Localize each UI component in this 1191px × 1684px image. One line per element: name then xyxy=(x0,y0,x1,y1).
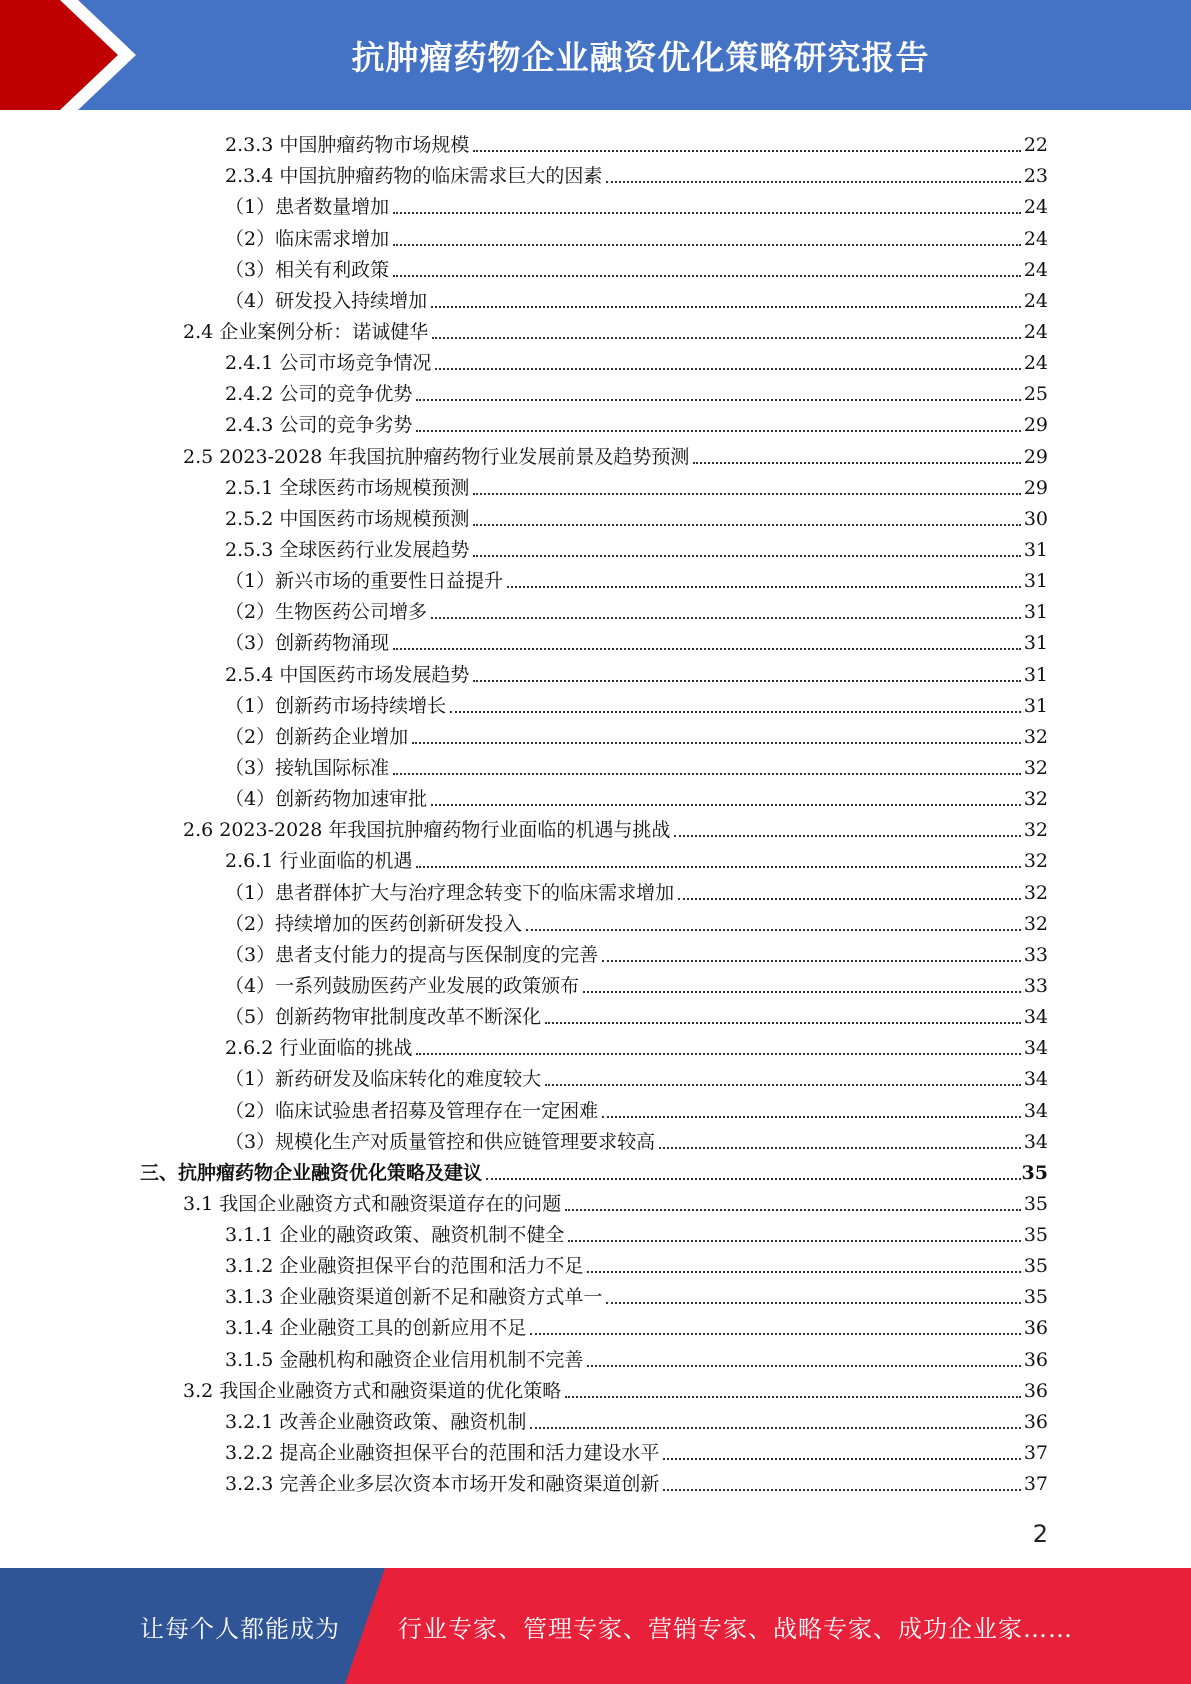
toc-entry-page: 24 xyxy=(1023,196,1048,219)
toc-entry[interactable] xyxy=(0,408,1191,439)
toc-entry-label: （1）患者群体扩大与治疗理念转变下的临床需求增加 xyxy=(225,881,675,904)
toc-entry-label: 2.6.1 行业面临的机遇 xyxy=(225,850,413,873)
toc-entry-page: 29 xyxy=(1023,414,1048,437)
toc-entry-page: 36 xyxy=(1023,1348,1048,1371)
toc-entry-page: 35 xyxy=(1021,1161,1048,1184)
toc-entry-label: （1）新药研发及临床转化的难度较大 xyxy=(225,1068,542,1091)
toc-entry[interactable] xyxy=(0,564,1191,595)
toc-entry-label: 2.4.1 公司市场竞争情况 xyxy=(225,352,432,375)
toc-leader-dots xyxy=(450,711,1021,713)
toc-entry-page: 32 xyxy=(1023,819,1048,842)
toc-entry[interactable] xyxy=(0,159,1191,190)
toc-entry-label: 3.1.3 企业融资渠道创新不足和融资方式单一 xyxy=(225,1286,603,1309)
toc-entry[interactable] xyxy=(0,689,1191,720)
toc-leader-dots xyxy=(473,493,1021,495)
toc-entry-page: 24 xyxy=(1023,289,1048,312)
toc-leader-dots xyxy=(393,212,1021,214)
toc-entry-page: 35 xyxy=(1023,1192,1048,1215)
toc-leader-dots xyxy=(507,586,1021,588)
toc-entry[interactable] xyxy=(0,1342,1191,1373)
toc-entry-label: 2.4.3 公司的竞争劣势 xyxy=(225,414,413,437)
toc-entry-label: 3.2.3 完善企业多层次资本市场开发和融资渠道创新 xyxy=(225,1473,660,1496)
toc-entry[interactable] xyxy=(0,1125,1191,1156)
toc-entry-label: 2.3.4 中国抗肿瘤药物的临床需求巨大的因素 xyxy=(225,165,603,188)
toc-entry-label: （3）接轨国际标准 xyxy=(225,756,390,779)
toc-entry-page: 32 xyxy=(1023,756,1048,779)
toc-entry[interactable] xyxy=(0,1249,1191,1280)
toc-leader-dots xyxy=(473,680,1021,682)
toc-entry-page: 34 xyxy=(1023,1068,1048,1091)
toc-leader-dots xyxy=(416,430,1021,432)
toc-entry[interactable] xyxy=(0,969,1191,1000)
toc-entry-page: 31 xyxy=(1023,694,1048,717)
toc-entry[interactable] xyxy=(0,439,1191,470)
toc-entry-page: 30 xyxy=(1023,507,1048,530)
toc-entry-page: 32 xyxy=(1023,912,1048,935)
toc-leader-dots xyxy=(416,399,1021,401)
toc-entry-page: 37 xyxy=(1023,1442,1048,1465)
toc-leader-dots xyxy=(393,648,1021,650)
header-chevron-icon xyxy=(0,0,160,110)
toc-entry[interactable] xyxy=(0,626,1191,657)
toc-entry-page: 24 xyxy=(1023,320,1048,343)
toc-entry-page: 24 xyxy=(1023,227,1048,250)
toc-entry[interactable] xyxy=(0,1405,1191,1436)
toc-leader-dots xyxy=(587,1271,1021,1273)
toc-entry[interactable] xyxy=(0,657,1191,688)
toc-leader-dots xyxy=(431,306,1021,308)
toc-entry-page: 34 xyxy=(1023,1037,1048,1060)
toc-entry[interactable] xyxy=(0,128,1191,159)
toc-entry-label: （4）研发投入持续增加 xyxy=(225,289,428,312)
toc-entry-label: （5）创新药物审批制度改革不断深化 xyxy=(225,1006,542,1029)
toc-leader-dots xyxy=(545,1022,1021,1024)
toc-entry-label: 2.4.2 公司的竞争优势 xyxy=(225,383,413,406)
toc-entry-page: 34 xyxy=(1023,1099,1048,1122)
toc-entry[interactable] xyxy=(0,1000,1191,1031)
toc-leader-dots xyxy=(565,1396,1021,1398)
toc-entry-label: 3.2.1 改善企业融资政策、融资机制 xyxy=(225,1410,527,1433)
toc-entry-page: 36 xyxy=(1023,1379,1048,1402)
toc-entry-page: 36 xyxy=(1023,1317,1048,1340)
toc-entry[interactable] xyxy=(0,471,1191,502)
toc-entry-label: （3）创新药物涌现 xyxy=(225,632,390,655)
toc-entry[interactable] xyxy=(0,1062,1191,1093)
toc-entry-label: 3.2.2 提高企业融资担保平台的范围和活力建设水平 xyxy=(225,1442,660,1465)
toc-entry-label: （3）规模化生产对质量管控和供应链管理要求较高 xyxy=(225,1130,656,1153)
toc-entry[interactable] xyxy=(0,782,1191,813)
toc-leader-dots xyxy=(587,1365,1021,1367)
toc-leader-dots xyxy=(693,462,1021,464)
toc-leader-dots xyxy=(530,1427,1021,1429)
toc-entry-page: 35 xyxy=(1023,1255,1048,1278)
toc-entry[interactable] xyxy=(0,1031,1191,1062)
table-of-contents xyxy=(0,128,1191,1498)
toc-entry-page: 32 xyxy=(1023,725,1048,748)
toc-entry-label: （1）创新药市场持续增长 xyxy=(225,694,447,717)
toc-entry-page: 35 xyxy=(1023,1286,1048,1309)
toc-entry-page: 33 xyxy=(1023,974,1048,997)
toc-entry[interactable] xyxy=(0,595,1191,626)
toc-leader-dots xyxy=(606,1302,1021,1304)
toc-entry-label: 2.6.2 行业面临的挑战 xyxy=(225,1037,413,1060)
toc-entry-label: （3）患者支付能力的提高与医保制度的完善 xyxy=(225,943,599,966)
toc-leader-dots xyxy=(416,1053,1021,1055)
toc-entry-label: 2.6 2023-2028 年我国抗肿瘤药物行业面临的机遇与挑战 xyxy=(183,819,671,842)
toc-leader-dots xyxy=(435,368,1021,370)
footer-slogan-left: 让每个人都能成为 xyxy=(140,1614,340,1643)
toc-leader-dots xyxy=(412,742,1021,744)
toc-entry-label: （4）一系列鼓励医药产业发展的政策颁布 xyxy=(225,974,580,997)
toc-entry-label: （2）创新药企业增加 xyxy=(225,725,409,748)
toc-entry[interactable] xyxy=(0,907,1191,938)
toc-entry-page: 29 xyxy=(1023,476,1048,499)
toc-leader-dots xyxy=(432,337,1021,339)
toc-entry-page: 31 xyxy=(1023,632,1048,655)
toc-entry[interactable] xyxy=(0,1280,1191,1311)
toc-leader-dots xyxy=(659,1147,1021,1149)
toc-entry-label: 3.1.1 企业的融资政策、融资机制不健全 xyxy=(225,1224,565,1247)
toc-entry[interactable] xyxy=(0,1218,1191,1249)
toc-entry-label: 三、抗肿瘤药物企业融资优化策略及建议 xyxy=(140,1161,483,1184)
toc-leader-dots xyxy=(568,1240,1021,1242)
toc-entry-label: 2.5.1 全球医药市场规模预测 xyxy=(225,476,470,499)
toc-entry-page: 25 xyxy=(1023,383,1048,406)
toc-entry-page: 31 xyxy=(1023,570,1048,593)
toc-leader-dots xyxy=(545,1084,1021,1086)
toc-entry[interactable] xyxy=(0,377,1191,408)
document-title: 抗肿瘤药物企业融资优化策略研究报告 xyxy=(351,37,930,77)
toc-leader-dots xyxy=(583,991,1021,993)
page-number: 2 xyxy=(1032,1520,1048,1548)
toc-leader-dots xyxy=(606,181,1021,183)
toc-entry-label: （4）创新药物加速审批 xyxy=(225,788,428,811)
toc-leader-dots xyxy=(663,1458,1021,1460)
toc-entry-page: 32 xyxy=(1023,850,1048,873)
toc-entry[interactable] xyxy=(0,315,1191,346)
toc-entry-label: （2）持续增加的医药创新研发投入 xyxy=(225,912,523,935)
toc-entry-page: 22 xyxy=(1023,134,1048,157)
toc-entry[interactable] xyxy=(0,813,1191,844)
toc-entry[interactable] xyxy=(0,190,1191,221)
toc-leader-dots xyxy=(565,1209,1021,1211)
toc-entry[interactable] xyxy=(0,938,1191,969)
toc-leader-dots xyxy=(674,835,1021,837)
toc-entry-label: （2）生物医药公司增多 xyxy=(225,601,428,624)
toc-entry-label: （2）临床需求增加 xyxy=(225,227,390,250)
toc-leader-dots xyxy=(393,275,1021,277)
toc-leader-dots xyxy=(486,1178,1021,1180)
toc-entry[interactable] xyxy=(0,533,1191,564)
toc-entry-page: 33 xyxy=(1023,943,1048,966)
toc-leader-dots xyxy=(431,617,1021,619)
page-footer xyxy=(0,1568,1191,1684)
toc-leader-dots xyxy=(431,804,1021,806)
toc-entry[interactable] xyxy=(0,875,1191,906)
toc-entry-label: （2）临床试验患者招募及管理存在一定困难 xyxy=(225,1099,599,1122)
toc-entry-label: （1）新兴市场的重要性日益提升 xyxy=(225,570,504,593)
toc-entry-label: 3.1 我国企业融资方式和融资渠道存在的问题 xyxy=(183,1192,562,1215)
page-header xyxy=(0,0,1191,110)
toc-leader-dots xyxy=(473,150,1021,152)
toc-entry-label: 3.1.5 金融机构和融资企业信用机制不完善 xyxy=(225,1348,584,1371)
toc-entry-page: 31 xyxy=(1023,538,1048,561)
toc-leader-dots xyxy=(473,524,1021,526)
toc-entry[interactable] xyxy=(0,720,1191,751)
toc-entry[interactable] xyxy=(0,253,1191,284)
toc-entry[interactable] xyxy=(0,1187,1191,1218)
toc-entry[interactable] xyxy=(0,1436,1191,1467)
toc-leader-dots xyxy=(602,1116,1021,1118)
toc-entry-page: 29 xyxy=(1023,445,1048,468)
toc-entry-label: 3.1.2 企业融资担保平台的范围和活力不足 xyxy=(225,1255,584,1278)
toc-entry-label: 2.5.3 全球医药行业发展趋势 xyxy=(225,538,470,561)
toc-entry-page: 36 xyxy=(1023,1410,1048,1433)
toc-entry[interactable] xyxy=(0,502,1191,533)
toc-entry-page: 35 xyxy=(1023,1224,1048,1247)
toc-entry-page: 24 xyxy=(1023,258,1048,281)
toc-entry[interactable] xyxy=(0,1467,1191,1498)
toc-entry-label: 3.1.4 企业融资工具的创新应用不足 xyxy=(225,1317,527,1340)
toc-entry-page: 24 xyxy=(1023,352,1048,375)
toc-entry[interactable] xyxy=(0,844,1191,875)
toc-leader-dots xyxy=(416,866,1021,868)
toc-leader-dots xyxy=(530,1333,1021,1335)
toc-leader-dots xyxy=(393,773,1021,775)
toc-entry[interactable] xyxy=(0,1311,1191,1342)
toc-entry-label: （1）患者数量增加 xyxy=(225,196,390,219)
toc-entry-page: 34 xyxy=(1023,1006,1048,1029)
toc-entry-page: 32 xyxy=(1023,788,1048,811)
toc-entry[interactable] xyxy=(0,1374,1191,1405)
toc-entry-page: 37 xyxy=(1023,1473,1048,1496)
toc-leader-dots xyxy=(678,898,1021,900)
toc-entry-label: 2.5.4 中国医药市场发展趋势 xyxy=(225,663,470,686)
toc-entry[interactable] xyxy=(0,1156,1191,1187)
toc-entry-page: 34 xyxy=(1023,1130,1048,1153)
toc-entry-page: 32 xyxy=(1023,881,1048,904)
toc-leader-dots xyxy=(526,929,1021,931)
toc-entry[interactable] xyxy=(0,751,1191,782)
toc-leader-dots xyxy=(663,1489,1021,1491)
toc-entry-page: 23 xyxy=(1023,165,1048,188)
toc-entry-label: 2.5 2023-2028 年我国抗肿瘤药物行业发展前景及趋势预测 xyxy=(183,445,690,468)
toc-entry-label: 2.3.3 中国肿瘤药物市场规模 xyxy=(225,134,470,157)
toc-entry[interactable] xyxy=(0,284,1191,315)
toc-entry-label: 2.4 企业案例分析：诺诚健华 xyxy=(183,320,429,343)
toc-leader-dots xyxy=(602,960,1021,962)
toc-entry[interactable] xyxy=(0,346,1191,377)
toc-leader-dots xyxy=(473,555,1021,557)
toc-entry-page: 31 xyxy=(1023,601,1048,624)
toc-entry-page: 31 xyxy=(1023,663,1048,686)
toc-leader-dots xyxy=(393,244,1021,246)
toc-entry[interactable] xyxy=(0,221,1191,252)
toc-entry-label: （3）相关有利政策 xyxy=(225,258,390,281)
footer-slogan-right: 行业专家、管理专家、营销专家、战略专家、成功企业家…… xyxy=(398,1614,1073,1643)
toc-entry[interactable] xyxy=(0,1093,1191,1124)
toc-entry-label: 3.2 我国企业融资方式和融资渠道的优化策略 xyxy=(183,1379,562,1402)
toc-entry-label: 2.5.2 中国医药市场规模预测 xyxy=(225,507,470,530)
